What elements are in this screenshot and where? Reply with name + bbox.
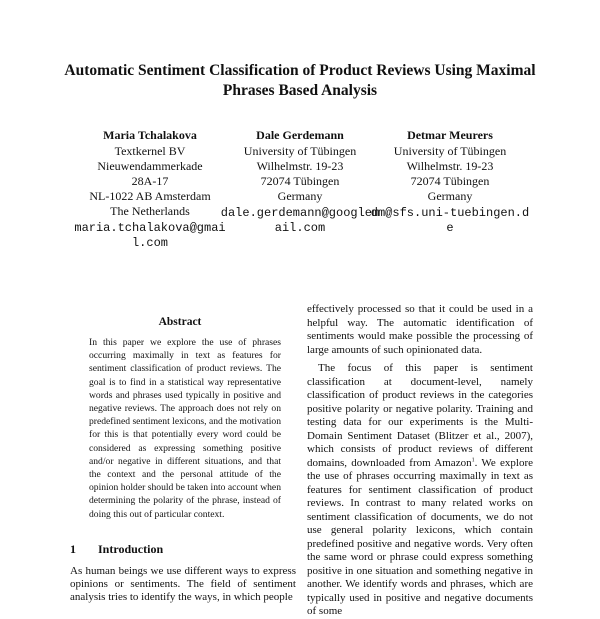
paper-title-line-2: Phrases Based Analysis xyxy=(222,82,378,99)
right-column-text xyxy=(307,303,533,619)
author-affiliation-line: University of Tübingen xyxy=(393,144,507,158)
author-block-2 xyxy=(220,128,380,236)
author-affiliation-line: Wilhelmstr. 19-23 xyxy=(406,159,494,173)
author-name: Maria Tchalakova xyxy=(103,128,197,142)
footnote-marker: 1 xyxy=(471,456,475,463)
paragraph-text: . We explore the use of phrases occurring maximally in text as features for sentiment classification of product reviews. In contrast to many related works on sentiment classification of documents, we do not use general polarity lexicons, which contain predefined positive and negative words. Very often the same word or phrase could express something positive in one situation and something negative in another. We identify words and phrases, which are typically used in positive and negative documents of some xyxy=(307,456,533,617)
section-heading-introduction xyxy=(70,542,300,557)
author-name: Detmar Meurers xyxy=(407,128,493,142)
author-affiliation-line: Germany xyxy=(277,189,323,203)
paper-title xyxy=(40,61,560,101)
paragraph xyxy=(307,362,533,619)
author-affiliation-line: Nieuwendammerkade xyxy=(97,159,203,173)
author-email: dm@sfs.uni-tuebingen.de xyxy=(370,206,530,235)
author-affiliation-line: University of Tübingen xyxy=(243,144,357,158)
author-affiliation-line: The Netherlands xyxy=(110,204,190,218)
author-affiliation-line: Textkernel BV xyxy=(114,144,186,158)
author-affiliation-line: 72074 Tübingen xyxy=(410,174,490,188)
author-email: maria.tchalakova@gmail.com xyxy=(74,221,226,250)
section-number: 1 xyxy=(70,542,76,556)
paragraph: effectively processed so that it could be used in a helpful way. The automatic identification of sentiments would make possible the processing of large amounts of such opinionated data. xyxy=(307,303,533,356)
author-block-3 xyxy=(370,128,530,236)
paragraph-text: The focus of this paper is sentiment classification at document-level, namely classification of product reviews in the categories positive polarity or negative polarity. Training and testing data for our experiments is the Multi-Domain Sentiment Dataset (Blitzer et al., 2007), which consists of product reviews of different domains, downloaded from Amazon xyxy=(307,362,533,469)
paper-title-line-1: Automatic Sentiment Classification of Product Reviews Using Maximal xyxy=(64,62,536,79)
abstract-text: In this paper we explore the use of phrases occurring maximally in text as features for sentiment classification of product reviews. The goal is to find in a statistical way representative words and phrases used typically in positive and negative reviews. The approach does not rely on predefined sentiment lexicons, and the motivation for this is that potentially every word could be considered as expressing something positive and/or negative in different situations, and that the context and the personal attitude of the opinion holder should be taken into account when determining the polarity of the phrase, instead of doing this out of particular context. xyxy=(89,337,281,520)
author-name: Dale Gerdemann xyxy=(256,128,344,142)
author-email: dale.gerdemann@googlemail.com xyxy=(220,206,380,235)
author-affiliation-line: Germany xyxy=(427,189,473,203)
author-affiliation-line: 72074 Tübingen xyxy=(260,174,340,188)
author-affiliation-line: 28A-17 xyxy=(131,174,169,188)
author-affiliation-line: NL-1022 AB Amsterdam xyxy=(89,189,211,203)
author-affiliation-line: Wilhelmstr. 19-23 xyxy=(256,159,344,173)
introduction-text: As human beings we use different ways to express opinions or sentiments. The field of sentiment analysis tries to identify the ways, in which people xyxy=(70,565,296,603)
abstract-heading: Abstract xyxy=(158,316,202,328)
section-title: Introduction xyxy=(98,542,164,556)
author-block-1 xyxy=(70,128,230,251)
